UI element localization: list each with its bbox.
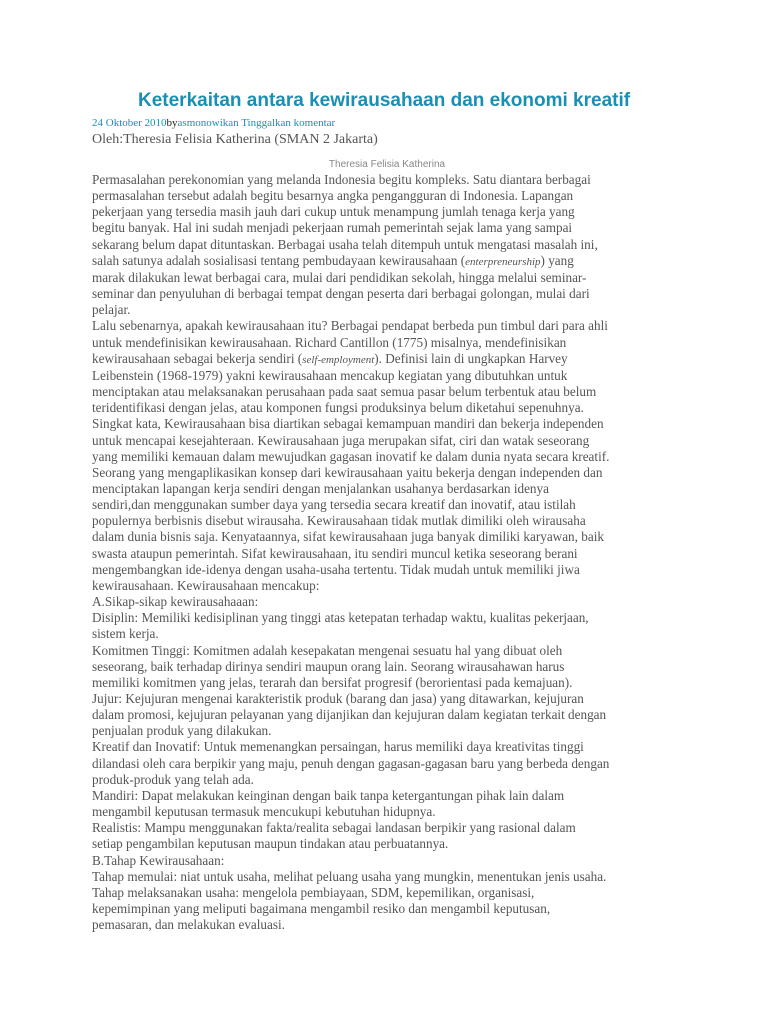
body-line: sekarang belum dapat dituntaskan. Berbagai usaha telah ditempuh untuk mengatasi masalah ini, [92,236,598,252]
article-body [92,172,682,933]
body-line: menciptakan atau melaksanakan perusahaan pada saat semua pasar belum terbentuk atau belum [92,384,597,400]
body-line: Komitmen Tinggi: Komitmen adalah kesepakatan mengenai sesuatu hal yang dibuat oleh [92,642,563,658]
body-line: teridentifikasi dengan jelas, atau komponen fungsi produksinya belum diketahui sepenuhnya. [92,400,584,416]
body-line: mengembangkan ide-idenya dengan usaha-usaha tertentu. Tidak mudah untuk memiliki jiwa [92,561,580,577]
term-self-employment: self-employment [302,353,375,366]
body-line: Singkat kata, Kewirausahaan bisa diartikan sebagai kemampuan mandiri dan bekerja independen [92,416,604,432]
image-caption: Theresia Felisia Katherina [328,159,446,170]
body-line: dalam dunia bisnis saja. Kenyataannya, sifat kewirausahaan juga banyak dimiliki karyawan, baik [92,529,604,545]
body-line: seminar dan penyuluhan di berbagai tempat dengan peserta dari berbagai golongan, mulai dari [92,286,590,302]
body-line: Realistis: Mampu menggunakan fakta/realita sebagai landasan berpikir yang rasional dalam [92,820,576,836]
by-label: by [166,117,178,129]
body-line: Permasalahan perekonomian yang melanda Indonesia begitu kompleks. Satu diantara berbagai [92,172,591,187]
body-line: untuk mendefinisikan kewirausahaan. Richard Cantillon (1775) misalnya, mendefinisikan [92,334,567,350]
article-title: Keterkaitan antara kewirausahaan dan ekonomi kreatif [138,90,631,111]
body-line: Leibenstein (1968-1979) yakni kewirausahaan mencakup kegiatan yang dibutuhkan untuk [92,367,568,383]
body-line [92,253,682,270]
body-line-text: salah satunya adalah sosialisasi tentang pembudayaan kewirausahaan ( [92,252,466,268]
body-line: kepemimpinan yang meliputi bagaimana mengambil resiko dan mengambil keputusan, [92,901,551,917]
article [92,82,682,933]
body-line: populernya berbisnis disebut wirausaha. Kewirausahaan tidak mutlak dimiliki oleh wirausaha [92,513,586,529]
body-line: dilandasi oleh cara berpikir yang maju, penuh dengan gagasan-gagasan baru yang berbeda dengan [92,755,610,771]
body-line: pelajar. [92,302,131,318]
body-line: marak dilakukan lewat berbagai cara, mulai dari pendidikan sekolah, hingga melalui seminar- [92,269,587,285]
body-line: swasta ataupun pemerintah. Sifat kewirausahaan, itu sendiri muncul ketika seseorang berani [92,545,578,561]
section-heading: B.Tahap Kewirausahaan: [92,852,225,868]
body-line: seseorang, baik terhadap dirinya sendiri maupun orang lain. Seorang wirausahawan harus [92,658,565,674]
body-line: permasalahan tersebut adalah begitu besarnya angka pengangguran di Indonesia. Lapangan [92,188,574,204]
post-date-link[interactable]: 24 Oktober 2010 [92,117,167,129]
body-line-text: kewirausahaan sebagai bekerja sendiri ( [92,350,303,366]
body-line [92,351,682,368]
body-line: untuk mencapai kesejahteraan. Kewirausahaan juga merupakan sifat, ciri dan watak seseorang [92,432,590,448]
body-line: pekerjaan yang tersedia masih jauh dari cukup untuk menampung jumlah tenaga kerja yang [92,204,575,220]
author-byline: Oleh:Theresia Felisia Katherina (SMAN 2 Jakarta) [92,132,378,147]
body-line-text: ) yang [540,252,574,268]
body-line-text: ). Definisi lain di ungkapkan Harvey [374,350,568,366]
body-line: Disiplin: Memiliki kedisiplinan yang tinggi atas ketepatan terhadap waktu, kualitas pekerjaan, [92,610,589,626]
body-line: dalam promosi, kejujuran pelayanan yang dijanjikan dan kejujuran dalam kegiatan terkait dengan [92,707,607,723]
author-link[interactable]: asmonowikan [177,117,239,129]
body-line: Tahap memulai: niat untuk usaha, melihat peluang usaha yang mungkin, menentukan jenis usaha. [92,868,607,884]
body-line: Jujur: Kejujuran mengenai karakteristik produk (barang dan jasa) yang ditawarkan, kejujuran [92,691,584,706]
body-line: begitu banyak. Hal ini sudah menjadi pekerjaan rumah pemerintah sejak lama yang sampai [92,220,573,236]
body-line: sistem kerja. [92,626,159,642]
body-line: Kreatif dan Inovatif: Untuk memenangkan persaingan, harus memiliki daya kreativitas tinggi [92,739,584,755]
body-line: penjualan produk yang dilakukan. [92,723,272,739]
body-line: Lalu sebenarnya, apakah kewirausahaan itu? Berbagai pendapat berbeda pun timbul dari para ahli [92,318,608,334]
body-line: setiap pengambilan keputusan maupun tindakan atau perbuatannya. [92,836,449,852]
body-line: memiliki komitmen yang jelas, terarah dan bersifat progresif (berorientasi pada kemajuan). [92,674,573,690]
leave-comment-link[interactable]: Tinggalkan komentar [241,117,336,129]
body-line: Tahap melaksanakan usaha: mengelola pembiayaan, SDM, kepemilikan, organisasi, [92,884,535,900]
post-meta [92,116,682,130]
body-line: kewirausahaan. Kewirausahaan mencakup: [92,577,320,593]
body-line: produk-produk yang telah ada. [92,771,254,787]
body-line: Mandiri: Dapat melakukan keinginan dengan baik tanpa ketergantungan pihak lain dalam [92,787,565,803]
term-entrepreneurship: enterpreneurship [465,255,541,268]
section-heading: A.Sikap-sikap kewirausahaaan: [92,594,259,610]
body-line: mengambil keputusan termasuk mencukupi kebutuhan hidupnya. [92,804,436,820]
body-line: menciptakan lapangan kerja sendiri dengan menjalankan usahanya berdasarkan idenya [92,480,549,496]
body-line: pemasaran, dan melakukan evaluasi. [92,917,285,933]
body-line: yang memiliki kemauan dalam mewujudkan gagasan inovatif ke dalam dunia nyata secara kreatif. [92,448,610,464]
body-line: sendiri,dan menggunakan sumber daya yang tersedia secara kreatif dan inovatif, atau istilah [92,497,576,513]
body-line: Seorang yang mengaplikasikan konsep dari kewirausahaan yaitu bekerja dengan independen dan [92,464,603,480]
